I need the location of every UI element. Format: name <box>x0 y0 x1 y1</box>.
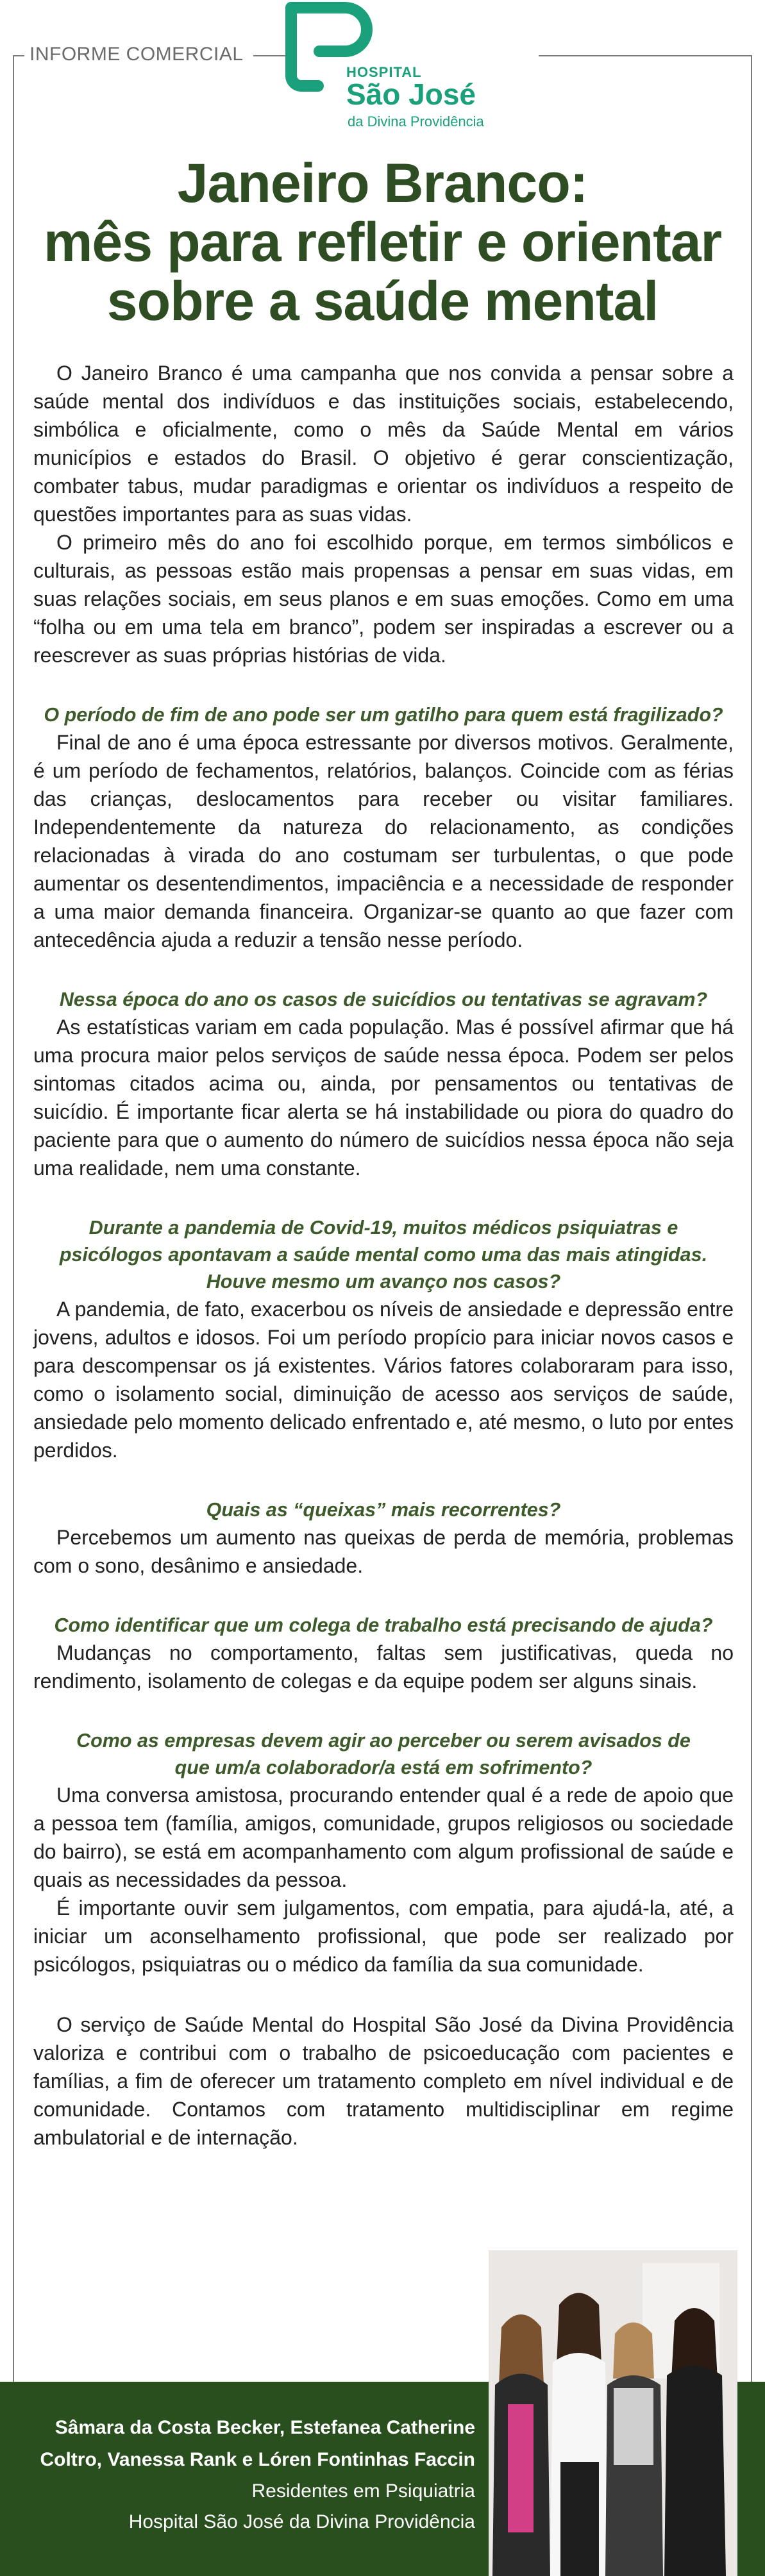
question-heading: O período de fim de ano pode ser um gatilho para quem está fragilizado? <box>44 704 723 726</box>
answer-paragraph: A pandemia, de fato, exacerbou os níveis de ansiedade e depressão entre jovens, adultos e idosos. Foi um período propício para iniciar novos casos e para descompensar os já existentes. Vários fatores colaboraram para isso, como o isolamento social, diminuição de acesso aos serviços de saúde, ansiedade pelo momento delicado enfrentado e, até mesmo, o luto por entes perdidos. <box>33 1298 734 1462</box>
author-names: Sâmara da Costa Becker, Estefanea Catherine <box>55 2417 475 2438</box>
logo-hospital-label: HOSPITAL <box>346 64 422 80</box>
answer-paragraph: Mudanças no comportamento, faltas sem justificativas, queda no rendimento, isolamento de colegas e da equipe podem ser alguns sinais. <box>33 1641 734 1693</box>
author-names: Coltro, Vanessa Rank e Lóren Fontinhas Faccin <box>40 2449 475 2470</box>
authors-photo <box>489 2250 737 2576</box>
question-heading: Nessa época do ano os casos de suicídios ou tentativas se agravam? <box>59 989 708 1010</box>
question-heading: Durante a pandemia de Covid-19, muitos médicos psiquiatras e psicólogos apontavam a saúde mental como uma das mais atingidas. Houve mesmo um avanço nos casos? <box>59 1217 708 1292</box>
section-label: INFORME COMERCIAL <box>29 44 244 65</box>
title-line: Janeiro Branco: <box>177 153 588 214</box>
closing-paragraph: O serviço de Saúde Mental do Hospital São José da Divina Providência valoriza e contribui com o trabalho de psicoeducação com pacientes e famílias, a fim de oferecer um tratamento completo em nível individual e de comunidade. Contamos com tratamento multidisciplinar em regime ambulatorial e de internação. <box>33 2013 734 2149</box>
authors-photo-image <box>489 2250 737 2576</box>
answer-paragraph: Final de ano é uma época estressante por diversos motivos. Geralmente, é um período de fechamentos, relatórios, balanços. Coincide com as férias das crianças, deslocamentos para receber ou visitar familiares. Independentemente da natureza do relacionamento, as condições relacionadas à virada do ano costumam ser turbulentas, o que pode aumentar os desentendimentos, impaciência e a necessidade de responder a uma maior demanda financeira. Organizar-se quanto ao que fazer com antecedência ajuda a reduzir a tensão nesse período. <box>33 731 734 951</box>
question-heading: Quais as “queixas” mais recorrentes? <box>206 1499 561 1521</box>
question-heading: Como as empresas devem agir ao perceber ou serem avisados de que um/a colaborador/a está em sofrimento? <box>76 1730 691 1778</box>
author-role: Residentes em Psiquiatria <box>251 2480 475 2502</box>
page-title <box>26 154 739 331</box>
author-institution: Hospital São José da Divina Providência <box>128 2511 475 2532</box>
answer-paragraph: As estatísticas variam em cada população. Mas é possível afirmar que há uma procura maior pelos serviços de saúde nessa época. Podem ser pelos sintomas citados acima ou, ainda, por pensamentos ou tentativas de suicídio. É importante ficar alerta se há instabilidade ou piora do quadro do paciente para que o aumento do número de suicídios nessa época não seja uma realidade, nem uma constante. <box>33 1016 734 1180</box>
logo-subtitle: da Divina Providência <box>348 113 484 130</box>
answer-paragraph: É importante ouvir sem julgamentos, com empatia, para ajudá-la, até, a iniciar um aconselhamento profissional, que pode ser realizado por psicólogos, psiquiatras ou o médico da família da sua comunidade. <box>33 1896 734 1976</box>
hospital-logo <box>282 0 539 135</box>
question-heading: Como identificar que um colega de trabalho está precisando de ajuda? <box>54 1614 713 1636</box>
title-line: sobre a saúde mental <box>106 271 659 332</box>
answer-paragraph: Percebemos um aumento nas queixas de perda de memória, problemas com o sono, desânimo e ansiedade. <box>33 1526 734 1577</box>
intro-paragraph: O primeiro mês do ano foi escolhido porque, em termos simbólicos e culturais, as pessoas estão mais propensas a pensar em suas vidas, em suas relações sociais, em seus planos e em suas emoções. Como em uma “folha ou em uma tela em branco”, podem ser inspiradas a escrever ou a reescrever as suas próprias histórias de vida. <box>33 531 734 667</box>
answer-paragraph: Uma conversa amistosa, procurando entender qual é a rede de apoio que a pessoa tem (família, amigos, comunidade, grupos religiosos ou sociedade do bairro), se está em acompanhamento com algum profissional de saúde e quais as necessidades da pessoa. <box>33 1784 734 1891</box>
header-rule <box>13 55 24 56</box>
logo-name: São José <box>346 78 476 111</box>
article-body <box>33 359 734 2152</box>
title-line: mês para refletir e orientar <box>43 212 722 273</box>
header-rule <box>539 55 752 56</box>
author-credits <box>13 2412 475 2538</box>
intro-paragraph: O Janeiro Branco é uma campanha que nos convida a pensar sobre a saúde mental dos indivíduos e das instituições sociais, estabelecendo, simbólica e oficialmente, como o mês da Saúde Mental em vários municípios e estados do Brasil. O objetivo é gerar conscientização, combater tabus, mudar paradigmas e orientar os indivíduos a respeito de questões importantes para as suas vidas. <box>33 362 734 526</box>
